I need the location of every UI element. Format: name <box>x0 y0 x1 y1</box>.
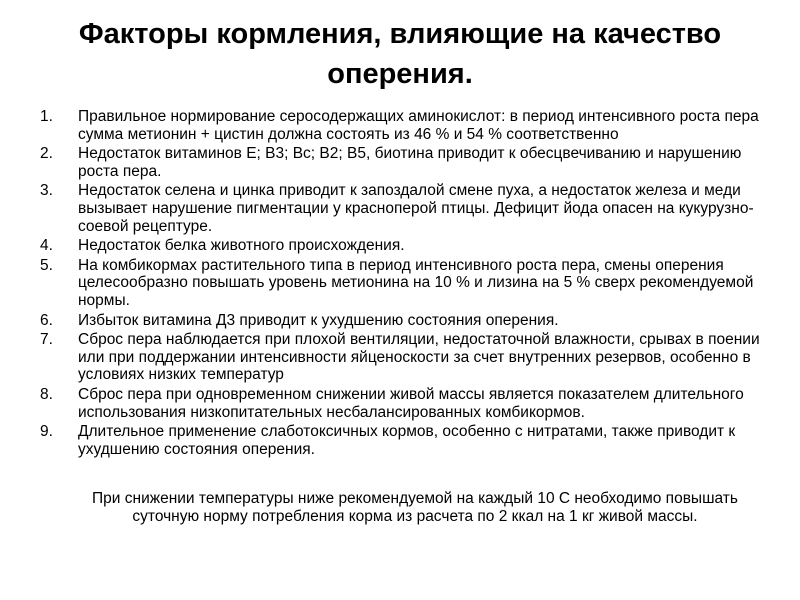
item-text: Недостаток витаминов Е; В3; Вс; В2; В5, биотина приводит к обесцвечиванию и нарушению роста пера. <box>78 145 742 180</box>
list-item-2 <box>38 145 768 180</box>
item-text: На комбикормах растительного типа в период интенсивного роста пера, смены оперения целесообразно повышать уровень метионина на 10 % и лизина на 5 % сверх рекомендуемой нормы. <box>78 256 754 309</box>
item-number: 3. <box>40 182 53 200</box>
item-text: Длительное применение слаботоксичных кормов, особенно с нитратами, также приводит к ухудшению состояния оперения. <box>78 423 736 458</box>
item-text: Правильное нормирование серосодержащих аминокислот: в период интенсивного роста пера сумма метионин + цистин должна состоять из 46 % и 54 % соответственно <box>78 108 759 143</box>
item-text: Недостаток белка животного происхождения. <box>78 237 405 255</box>
list-item-5 <box>38 257 768 310</box>
list-item-8 <box>38 386 768 421</box>
item-text: Избыток витамина Д3 приводит к ухудшению состояния оперения. <box>78 311 559 329</box>
list-item-6 <box>38 312 768 330</box>
item-text: Сброс пера наблюдается при плохой вентиляции, недостаточной влажности, срывах в поении или при поддержании интенсивности яйценоскости за счет внутренних резервов, особенно в условиях низких температур <box>78 331 760 384</box>
temperature-note: При снижении температуры ниже рекомендуемой на каждый 10 С необходимо повышать суточную норму потребления корма из расчета по 2 ккал на 1 кг живой массы. <box>92 490 738 525</box>
item-number: 7. <box>40 331 53 349</box>
item-number: 2. <box>40 145 53 163</box>
list-item-4 <box>38 237 768 255</box>
item-number: 1. <box>40 108 53 125</box>
item-text: Недостаток селена и цинка приводит к запоздалой смене пуха, а недостаток железа и меди вызывает нарушение пигментации у красноперой птицы. Дефицит йода опасен на кукурузно-соевой рецептуре. <box>78 182 754 235</box>
item-number: 6. <box>40 311 53 329</box>
item-number: 4. <box>40 237 53 255</box>
slide-title: Факторы кормления, влияющие на качество оперения. <box>78 18 722 90</box>
item-number: 5. <box>40 256 53 274</box>
item-number: 9. <box>40 423 53 441</box>
list-item-7 <box>38 331 768 384</box>
factors-list <box>38 108 768 460</box>
list-item-9 <box>38 423 768 458</box>
item-number: 8. <box>40 385 53 403</box>
list-item-1 <box>38 108 768 143</box>
item-text: Сброс пера при одновременном снижении живой массы является показателем длительного использования низкопитательных несбалансированных комбикормов. <box>78 385 744 421</box>
list-item-3 <box>38 182 768 235</box>
